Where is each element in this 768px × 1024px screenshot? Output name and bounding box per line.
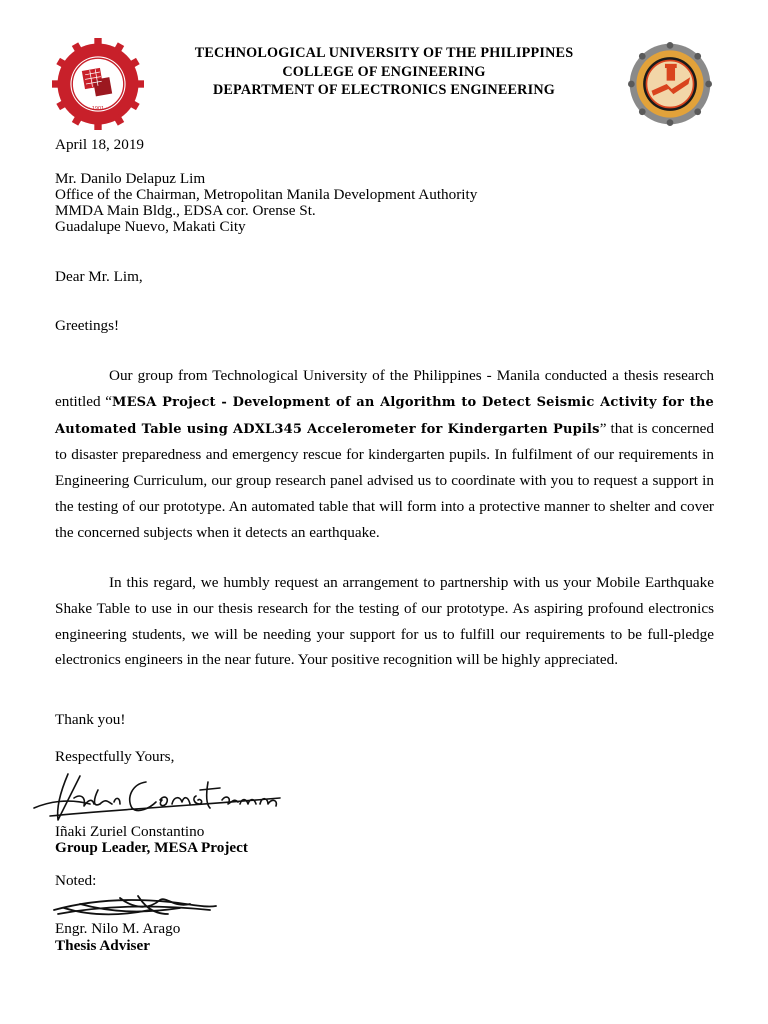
salutation: Dear Mr. Lim, <box>55 268 143 285</box>
recipient-name: Mr. Danilo Delapuz Lim <box>55 170 206 187</box>
noted-label: Noted: <box>55 872 97 889</box>
letter-date: April 18, 2019 <box>55 136 145 153</box>
greeting: Greetings! <box>55 317 120 334</box>
recipient-address-line2: Guadalupe Nuevo, Makati City <box>55 218 246 235</box>
signatory-2-title: Thesis Adviser <box>55 937 150 954</box>
recipient-office: Office of the Chairman, Metropolitan Manila Development Authority <box>55 186 478 203</box>
paragraph-1-rest: ” that is concerned to disaster preparedness and emergency rescue for kindergarten pupils. In fulfilment of our requirements in Engineering Curriculum, our group research panel advised us to coordinate with you to request a support in the testing of our prototype. An automated table that will form into a protective manner to shelter and cover the concerned subjects when it detects an earthquake. <box>55 419 714 541</box>
closing: Respectfully Yours, <box>55 748 175 765</box>
signatory-1-name: Iñaki Zuriel Constantino <box>55 823 205 840</box>
thanks: Thank you! <box>55 711 126 728</box>
college-name: COLLEGE OF ENGINEERING <box>282 63 486 80</box>
thesis-title: MESA Project - Development of an Algorithm to Detect Seismic Activity for the Automated Table using ADXL345 Accelerometer for Kindergarten Pupils <box>55 394 714 437</box>
body-paragraph-1 <box>55 363 714 546</box>
svg-text:• 1901 •: • 1901 • <box>88 105 108 112</box>
signature-group-leader <box>28 768 290 830</box>
recipient-address-line1: MMDA Main Bldg., EDSA cor. Orense St. <box>55 202 316 219</box>
paragraph-1-intro: Our group from Technological University of the Philippines - Manila conducted a thesis research entitled “ <box>55 367 714 410</box>
signatory-2-name: Engr. Nilo M. Arago <box>55 920 181 937</box>
letterhead <box>130 44 638 100</box>
signatory-1-title: Group Leader, MESA Project <box>55 839 248 856</box>
department-logo <box>628 42 712 126</box>
university-name: TECHNOLOGICAL UNIVERSITY OF THE PHILIPPINES <box>194 45 574 61</box>
department-name: DEPARTMENT OF ELECTRONICS ENGINEERING <box>212 82 556 98</box>
body-paragraph-2: In this regard, we humbly request an arrangement to partnership with us your Mobile Earthquake Shake Table to use in our thesis research for the testing of our prototype. As aspiring profound electronics engineering students, we will be needing your support for us to fulfill our requirements to be full-pledge electronics engineers in the near future. Your positive recognition will be highly appreciated. <box>55 574 714 669</box>
signature-thesis-adviser <box>50 892 222 922</box>
